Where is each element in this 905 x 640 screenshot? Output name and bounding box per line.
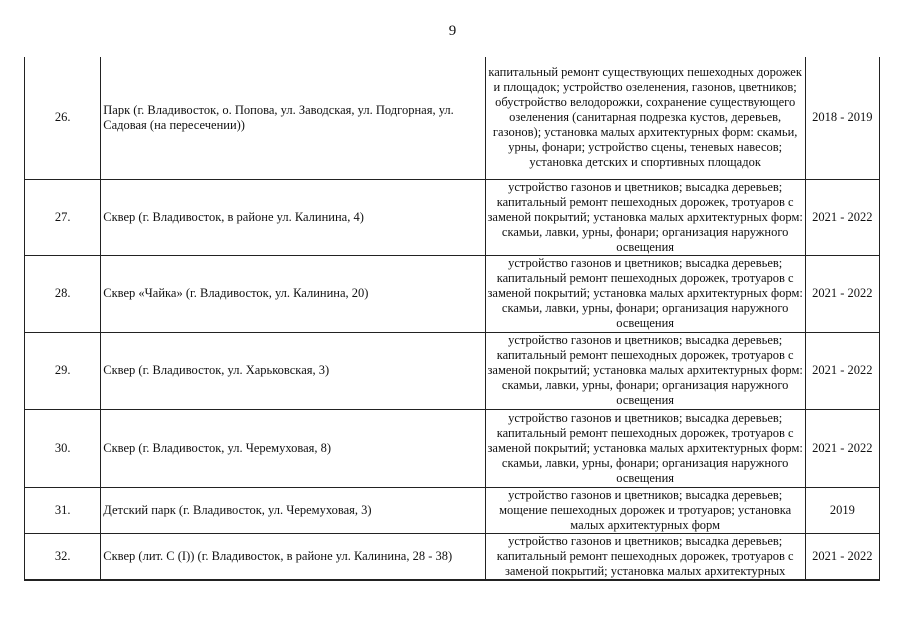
objects-table (24, 57, 880, 581)
years: 2021 - 2022 (805, 179, 879, 255)
works-description (485, 487, 805, 533)
object-name-text: Сквер «Чайка» (г. Владивосток, ул. Калинина, 20) (103, 286, 369, 300)
row-number: 26. (25, 57, 101, 179)
object-name-text: Сквер (г. Владивосток, в районе ул. Калинина, 4) (103, 209, 364, 224)
object-name-text: Сквер (г. Владивосток, ул. Черемуховая, 8) (103, 440, 332, 455)
works-description (485, 179, 805, 255)
row-number: 28. (25, 255, 101, 332)
works-text: устройство газонов и цветников; высадка деревьев; мощение пешеходных дорожек и тротуаров; установка малых архитектурных форм (499, 487, 792, 532)
object-name (101, 179, 485, 255)
table-row (25, 332, 880, 409)
years: 2021 - 2022 (805, 533, 879, 580)
row-number: 31. (25, 487, 101, 533)
works-text: устройство газонов и цветников; высадка деревьев; капитальный ремонт пешеходных дорожек, тротуаров с заменой покрытий; установка малых архитектурных форм: скамьи, лавки, урны, фонари; организация наружного освещения (487, 179, 803, 254)
works-description (485, 332, 805, 409)
works-text: устройство газонов и цветников; высадка деревьев; капитальный ремонт пешеходных дорожек, тротуаров с заменой покрытий; установка малых архитектурных форм: скамьи, лавки, урны, фонари; организация наружного освещения (487, 333, 803, 407)
works-text: капитальный ремонт существующих пешеходных дорожек и площадок; устройство озеленения, газонов, цветников; обустройство велодорожки, сохранение существующего озеленения (санитарная подрезка кустов, деревьев, газонов); установка малых архитектурных форм: скамьи, урны, фонари; устройство сцены, теневых навесов; установка детских и спортивных площадок (488, 65, 802, 170)
object-name-text: Сквер (г. Владивосток, ул. Харьковская, 3) (103, 363, 330, 377)
row-number: 30. (25, 409, 101, 487)
row-number: 32. (25, 533, 101, 580)
years: 2021 - 2022 (805, 332, 879, 409)
works-description (485, 533, 805, 580)
page-number: 9 (448, 23, 457, 39)
years: 2021 - 2022 (805, 255, 879, 332)
object-name-text: Парк (г. Владивосток, о. Попова, ул. Заводская, ул. Подгорная, ул. Садовая (на пересечении)) (103, 102, 454, 132)
object-name (101, 57, 485, 179)
object-name (101, 409, 485, 487)
works-text: устройство газонов и цветников; высадка деревьев; капитальный ремонт пешеходных дорожек, тротуаров с заменой покрытий; установка малых архитектурных форм: скамьи, лавки, урны, фонари; организация наружного освещения (487, 256, 803, 330)
object-name (101, 332, 485, 409)
works-text: устройство газонов и цветников; высадка деревьев; капитальный ремонт пешеходных дорожек, тротуаров с заменой покрытий; установка малых архитектурных форм: скамьи, лавки, урны, фонари; организация наружного освещения (487, 410, 803, 485)
object-name-text: Детский парк (г. Владивосток, ул. Черемуховая, 3) (103, 502, 372, 517)
table-row (25, 255, 880, 332)
object-name-text: Сквер (лит. С (I)) (г. Владивосток, в районе ул. Калинина, 28 - 38) (103, 548, 453, 563)
table-row (25, 533, 880, 580)
works-description (485, 255, 805, 332)
table-row (25, 179, 880, 255)
works-description (485, 57, 805, 179)
object-name (101, 533, 485, 580)
works-text: устройство газонов и цветников; высадка деревьев; капитальный ремонт пешеходных дорожек, тротуаров с заменой покрытий; установка малых архитектурных (496, 533, 794, 578)
years: 2018 - 2019 (805, 57, 879, 179)
row-number: 27. (25, 179, 101, 255)
row-number: 29. (25, 332, 101, 409)
object-name (101, 487, 485, 533)
object-name (101, 255, 485, 332)
years: 2019 (805, 487, 879, 533)
works-description (485, 409, 805, 487)
table-row (25, 487, 880, 533)
years: 2021 - 2022 (805, 409, 879, 487)
table-row (25, 409, 880, 487)
table-row (25, 57, 880, 179)
